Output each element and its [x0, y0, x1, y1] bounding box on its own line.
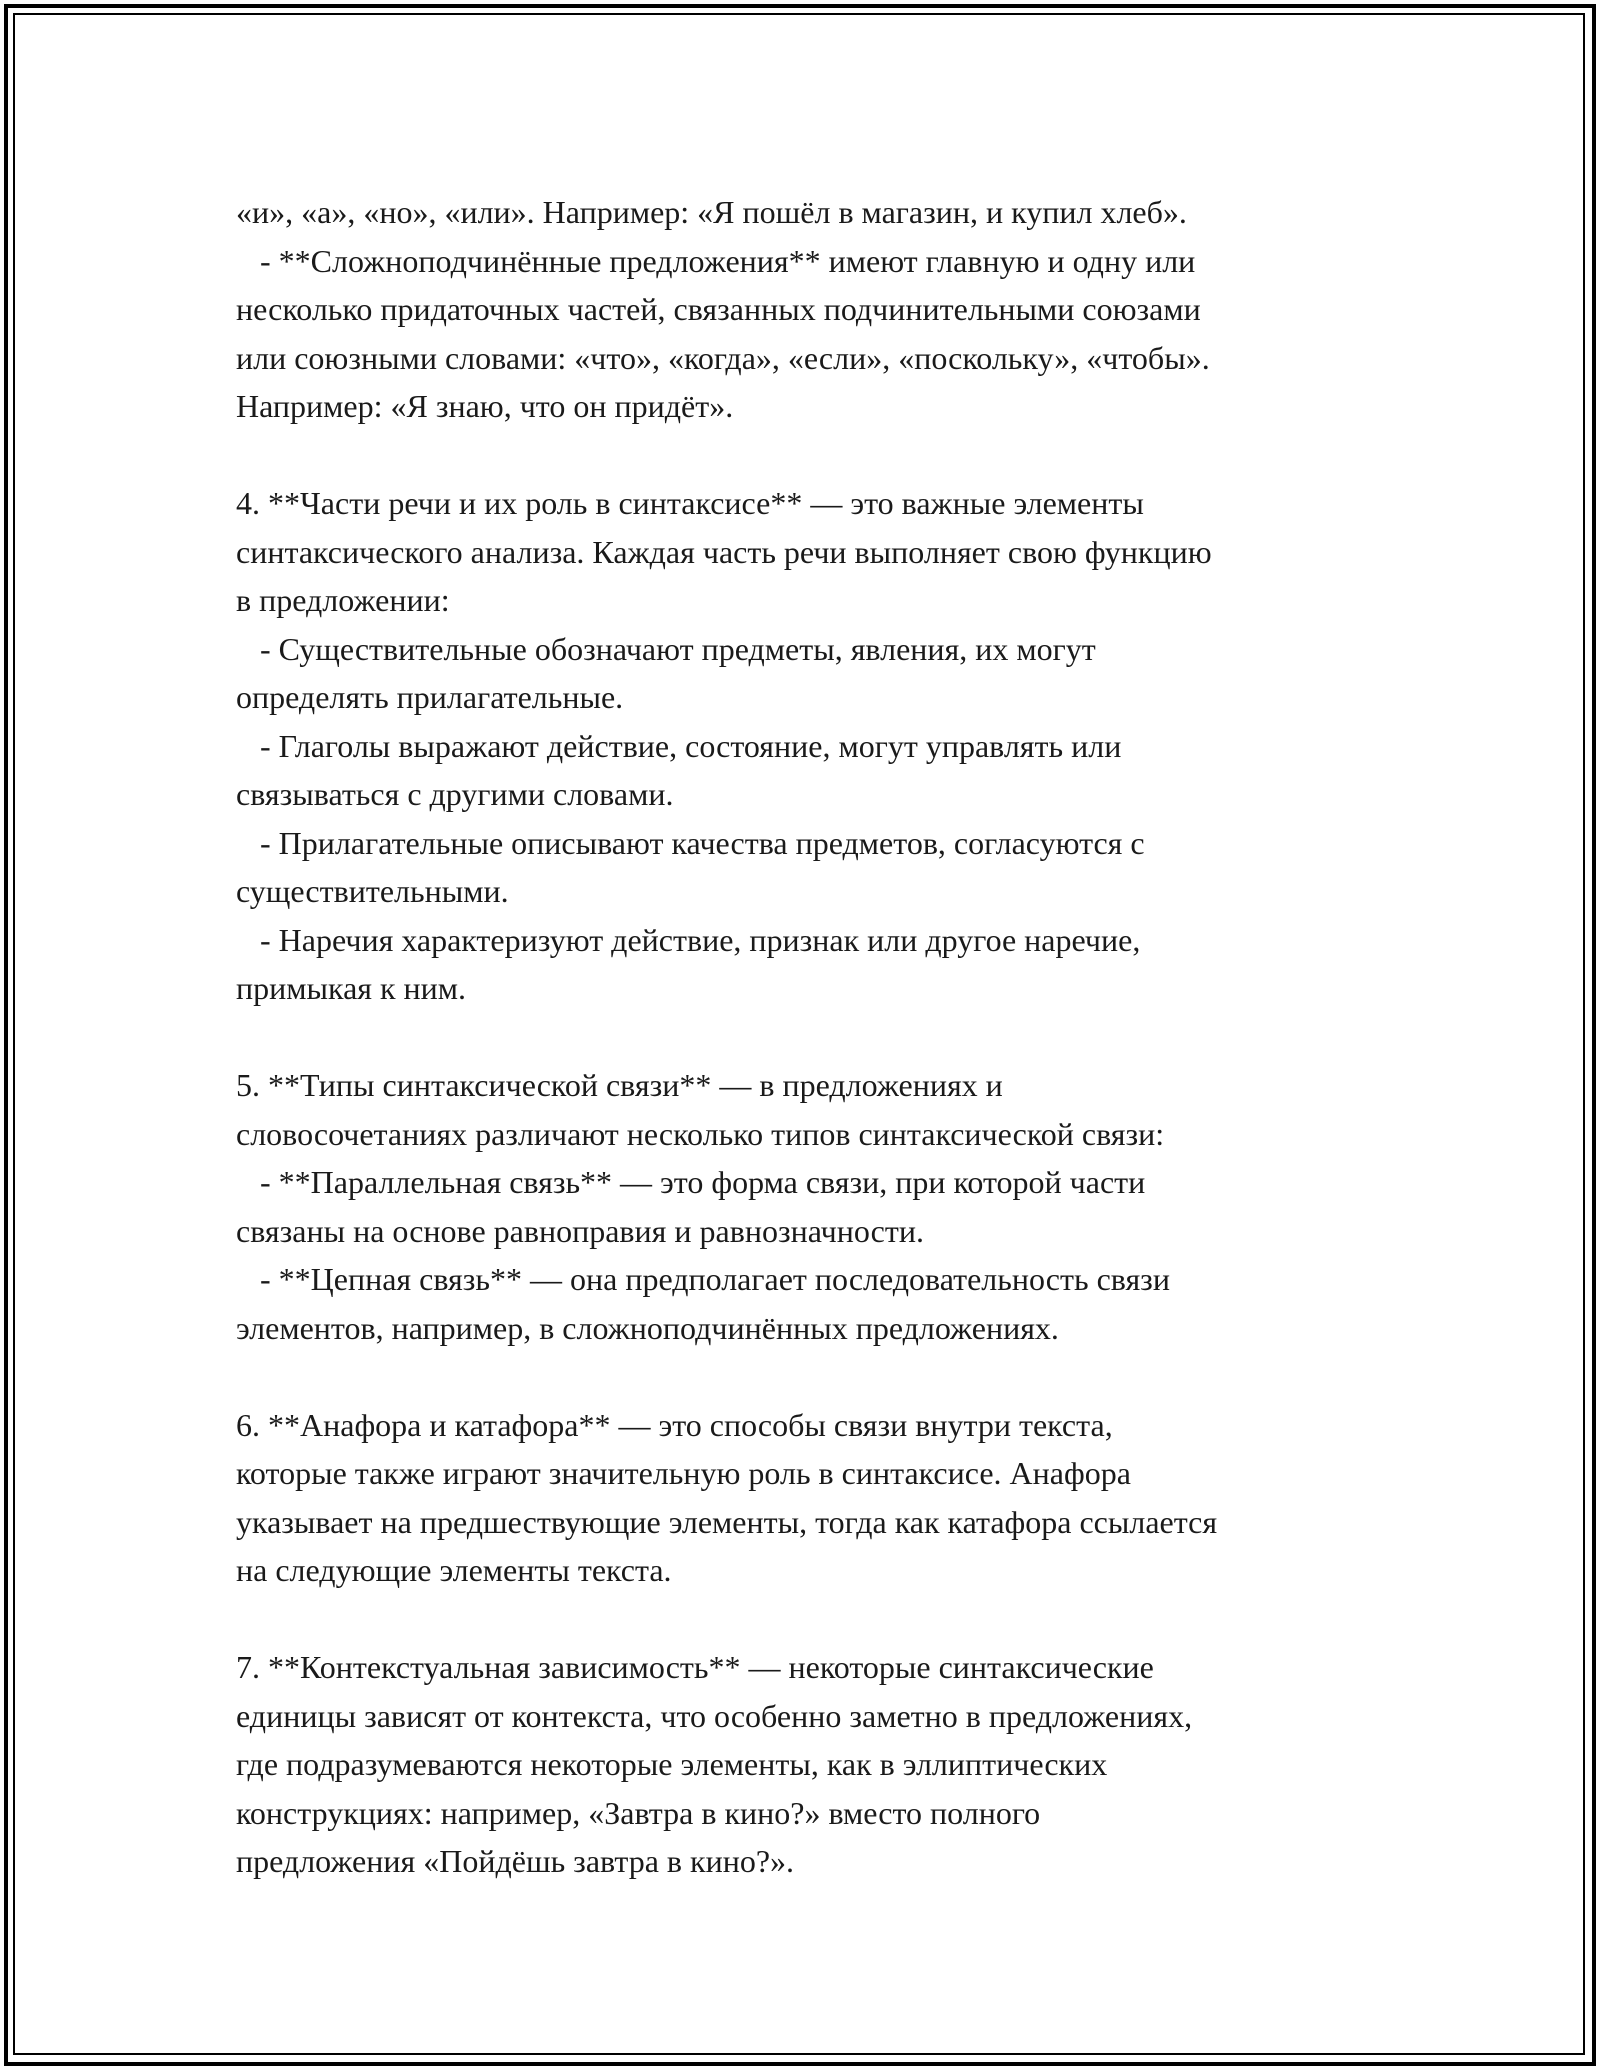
list-item-line: - Существительные обозначают предметы, явления, их могут [236, 630, 1096, 667]
blank-line [236, 431, 1386, 480]
text-line: в предложении: [236, 582, 450, 618]
text-line: где подразумеваются некоторые элементы, как в эллиптических [236, 1746, 1108, 1782]
section-5-heading-line: 5. **Типы синтаксической связи** — в предложениях и [236, 1067, 1003, 1103]
text-line: указывает на предшествующие элементы, тогда как катафора ссылается [236, 1503, 1218, 1540]
text-line: определять прилагательные. [236, 679, 624, 715]
text-line: конструкциях: например, «Завтра в кино?» вместо полного [236, 1794, 1041, 1831]
text-line: «и», «а», «но», «или». Например: «Я пошёл в магазин, и купил хлеб». [236, 194, 1187, 230]
section-7-heading-line: 7. **Контекстуальная зависимость** — некоторые синтаксические [236, 1649, 1154, 1685]
text-line: - **Сложноподчинённые предложения** имеют главную и одну или [236, 242, 1196, 279]
text-line: словосочетаниях различают несколько типов синтаксической связи: [236, 1115, 1165, 1152]
section-4-heading-line: 4. **Части речи и их роль в синтаксисе** — это важные элементы [236, 485, 1144, 521]
list-item-line: - Наречия характеризуют действие, признак или другое наречие, [236, 921, 1141, 958]
text-line: которые также играют значительную роль в синтаксисе. Анафора [236, 1455, 1131, 1491]
list-item-line: - **Цепная связь** — она предполагает последовательность связи [236, 1261, 1170, 1297]
text-line: единицы зависят от контекста, что особенно заметно в предложениях, [236, 1697, 1193, 1734]
text-line: на следующие элементы текста. [236, 1552, 672, 1588]
text-line: несколько придаточных частей, связанных подчинительными союзами [236, 291, 1201, 327]
list-item-line: - **Параллельная связь** — это форма связи, при которой части [236, 1164, 1146, 1200]
text-line: существительными. [236, 873, 509, 909]
text-line: связываться с другими словами. [236, 776, 674, 812]
blank-line [236, 1352, 1386, 1401]
document-body [236, 188, 1386, 1886]
text-line: предложения «Пойдёшь завтра в кино?». [236, 1843, 795, 1879]
list-item-line: - Прилагательные описывают качества предметов, согласуются с [236, 824, 1145, 861]
list-item-line: - Глаголы выражают действие, состояние, могут управлять или [236, 727, 1122, 764]
section-6-heading-line: 6. **Анафора и катафора** — это способы связи внутри текста, [236, 1406, 1113, 1443]
text-line: связаны на основе равноправия и равнозначности. [236, 1212, 924, 1249]
text-line: Например: «Я знаю, что он придёт». [236, 388, 734, 424]
text-line: элементов, например, в сложноподчинённых предложениях. [236, 1309, 1059, 1346]
blank-line [236, 1595, 1386, 1644]
text-line: или союзными словами: «что», «когда», «если», «поскольку», «чтобы». [236, 339, 1210, 376]
text-line: примыкая к ним. [236, 970, 467, 1006]
text-line: синтаксического анализа. Каждая часть речи выполняет свою функцию [236, 533, 1212, 570]
blank-line [236, 1013, 1386, 1062]
